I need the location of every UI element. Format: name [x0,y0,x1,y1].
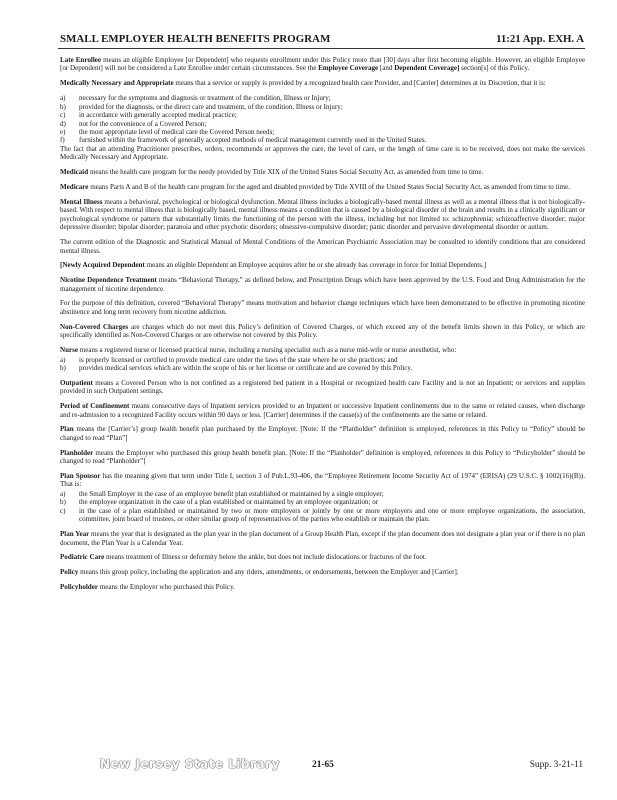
list-item-text: the Small Employer in the case of an employee benefit plan established or maintained by a single employer; [79,489,384,498]
list-item [60,94,585,102]
definition-plan-year [60,530,585,547]
definition-plan-sponsor [60,472,585,489]
definition-text: means “Behavioral Therapy,” as defined below, and Prescription Drugs which have been approved by the U.S. Food and Drug Administration for the management of nicotine dependence. [60,276,585,293]
list-item-text: in accordance with generally accepted medical practice; [79,111,237,120]
definition-policy [60,568,585,576]
list-item [60,103,585,111]
list-marker: a) [60,489,66,498]
term-late-enrollee: Late Enrollee [60,56,102,64]
list-marker: b) [60,363,66,372]
definition-nicotine-dependence [60,276,585,293]
definition-text: means consecutive days of Inpatient services provided to an Inpatient or successive Inpatient confinements due to the same or related causes, when discharge and re-admission to a recognized Facility occurs within 90 days or less. [Carrier] determines if the cause(s) of the confinements are the same or related. [60,402,585,419]
term-mental-illness: Mental Illness [60,197,103,206]
term-medically-necessary: Medically Necessary and Appropriate [60,79,174,88]
definition-period-of-confinement [60,402,585,419]
definition-planholder [60,449,585,466]
definition-newly-acquired-dependent [60,261,585,269]
definition-text: means a registered nurse or licensed practical nurse, including a nursing specialist such as a nurse mid-wife or nurse anesthetist, who: [78,346,457,355]
list-marker: e) [60,127,66,136]
definition-text: means an eligible Dependent an Employee acquires after he or she already has coverage in force for Initial Dependents.] [144,261,487,270]
library-stamp: New Jersey State Library [100,757,280,771]
definition-outpatient [60,379,585,396]
definition-policyholder [60,583,585,591]
list-item-text: the most appropriate level of medical care the Covered Person needs; [79,127,275,136]
list-item [60,507,585,524]
list-marker: b) [60,498,66,507]
definition-text: has the meaning given that term under Title I, section 3 of Pub.L.93-406, the “Employee Retirement Income Security Act of 1974” (ERISA) (29 U.S.C. § 1002(16)(B)). That is: [60,472,585,489]
list-item [60,490,585,498]
header-rule [58,48,585,49]
list-item-text: necessary for the symptoms and diagnosis or treatment of the condition, Illness or Injury; [79,94,331,103]
list-marker: b) [60,102,66,111]
definition-text: means this group policy, including the application and any riders, amendments, or endorsements, between the Employer and [Carrier]. [78,568,459,577]
cross-reference: Employee Coverage [318,64,379,73]
medically-necessary-note: The fact that an attending Practitioner prescribes, orders, recommends or approves the care, the level of care, or the length of time care is to be received, does not make the services Medically Necessary and Appropriate. [60,144,585,162]
running-header-citation: 11:21 App. EXH. A [496,33,584,45]
term-outpatient: Outpatient [60,378,93,387]
list-item-text: provides medical services which are within the scope of his or her license or certificate and are covered by this Policy. [79,363,413,372]
definition-text: means the health care program for the needy provided by Title XIX of the United States Social Security Act, as amended from time to time. [88,168,484,177]
definition-text: means a behavioral, psychological or biological dysfunction. Mental illness includes a biologically-based mental illness as well as a mental illness that is not biologically-based. With respect to mental illness that is biologically based, mental illness means a condition that is caused by a biological disorder of the brain and results in a clinically significant or psychological syndrome or pattern that substantially limits the functioning of the person with the illness, including but not limited to: schizophrenia; schizoaffective disorder; major depressive disorder; bipolar disorder; paranoia and other psychotic disorders; obsessive-compulsive disorder; panic disorder and pervasive developmental disorder or autism. [60,197,585,232]
definition-text: means an eligible Employee [or Dependent] who requests enrollment under this Policy more than [30] days after first becoming eligible. However, an eligible Employee [or Dependent] will not be considered a Late Enrollee under certain circumstances. See the [60,56,585,73]
term-podiatric-care: Podiatric Care [60,553,105,562]
list-item [60,128,585,136]
definition-medicare [60,183,585,191]
list-item [60,111,585,119]
list-item-text: is properly licensed or certified to provide medical care under the laws of the state where he or she practices; and [79,355,398,364]
term-period-of-confinement: Period of Confinement [60,402,130,411]
definition-text: means the Employer who purchased this group health benefit plan. [Note: If the “Planholder” definition is employed, references in this Policy to “Policyholder” should be changed to read “Planholder”] [60,448,585,466]
definition-non-covered-charges [60,323,585,340]
list-marker: f) [60,136,65,145]
definition-text: means treatment of Illness or deformity below the ankle, but does not include dislocations or fractures of the foot. [104,553,427,562]
term-non-covered-charges: Non-Covered Charges [60,322,129,331]
supplement-date: Supp. 3-21-11 [529,760,583,770]
list-marker: a) [60,94,66,103]
definition-text: means the year that is designated as the plan year in the plan document of a Group Health Plan, except if the plan document does not designate a plan year or if there is no plan document, the Plan Year is a Calendar Year. [60,530,585,547]
list-item-text: not for the convenience of a Covered Person; [79,119,207,128]
list-item [60,498,585,506]
definition-text: are charges which do not meet this Policy’s definition of Covered Charges, or which exceed any of the benefit limits shown in this Policy, or which are specifically identified as Non-Covered Charges or are otherwise not covered by this Policy. [60,322,585,340]
definition-text: means the Employer who purchased this Policy. [97,583,235,592]
page-number: 21-65 [312,760,334,770]
term-nurse: Nurse [60,346,79,355]
term-planholder: Planholder [60,448,94,457]
definition-text: means the [Carrier’s] group health benefit plan purchased by the Employer. [Note: If the “Planholder” definition is employed, references in this Policy to “Policy” should be changed to read “Plan”] [60,425,585,442]
definition-mental-illness [60,198,585,232]
list-marker: c) [60,506,66,515]
definition-podiatric-care [60,553,585,561]
list-item-text: provided for the diagnosis, or the direct care and treatment, of the condition, Illness or Injury; [79,102,343,111]
term-medicare: Medicare [60,183,89,191]
term-policyholder: Policyholder [60,583,98,592]
term-plan-sponsor: Plan Sponsor [60,472,101,481]
definition-text: means that a service or supply is provided by a recognized health care Provider, and [Carrier] determines at its Discretion, that it is: [173,79,546,88]
definition-text: means a Covered Person who is not confined as a registered bed patient in a Hospital or recognized health care Facility and is not an Inpatient; or services and supplies provided in such Outpatient settings. [60,378,585,396]
definition-late-enrollee [60,56,585,73]
list-marker: d) [60,119,66,128]
definitions-body [60,56,585,598]
term-plan: Plan [60,425,74,434]
definition-medicaid [60,168,585,176]
list-item [60,356,585,364]
list-marker: a) [60,355,66,364]
cross-reference: Dependent Coverage] [394,64,460,73]
running-header-title: SMALL EMPLOYER HEALTH BENEFITS PROGRAM [60,33,331,45]
term-medicaid: Medicaid [60,168,89,177]
term-plan-year: Plan Year [60,530,90,539]
definition-plan [60,425,585,442]
definition-text: [and [378,64,395,73]
list-marker: c) [60,111,66,120]
list-item-text: the employee organization in the case of a plan established or maintained by an employee organization; or [79,498,379,507]
plan-sponsor-list [60,490,585,524]
nurse-list [60,356,585,373]
dsm-paragraph: The current edition of the Diagnostic and Statistical Manual of Mental Conditions of the American Psychiatric Association may be consulted to identify conditions that are considered mental illness. [60,238,585,255]
list-item [60,136,585,144]
definition-nurse [60,346,585,354]
medically-necessary-list [60,94,585,145]
list-item-text: in the case of a plan established or maintained by two or more employers or jointly by one or more employers and one or more employee organizations, the association, committee, joint board of trustees, or other similar group of representatives of the parties who establish or maintain the plan. [79,506,585,524]
definition-text: means Parts A and B of the health care program for the aged and disabled provided by Title XVIII of the United States Social Security Act, as amended from time to time. [88,183,570,191]
definition-medically-necessary [60,79,585,87]
behavioral-therapy-paragraph: For the purpose of this definition, covered “Behavioral Therapy” means motivation and behavior change techniques which have been demonstrated to be effective in promoting nicotine abstinence and long term recovery from nicotine addiction. [60,299,585,316]
definition-text: section[s] of this Policy. [459,64,530,73]
term-nicotine-dependence: Nicotine Dependence Treatment [60,276,157,285]
term-newly-acquired-dependent: [Newly Acquired Dependent [60,261,145,270]
list-item [60,120,585,128]
term-policy: Policy [60,568,79,577]
list-item-text: furnished within the framework of generally accepted methods of medical management currently used in the United States. [79,136,427,145]
list-item [60,364,585,372]
